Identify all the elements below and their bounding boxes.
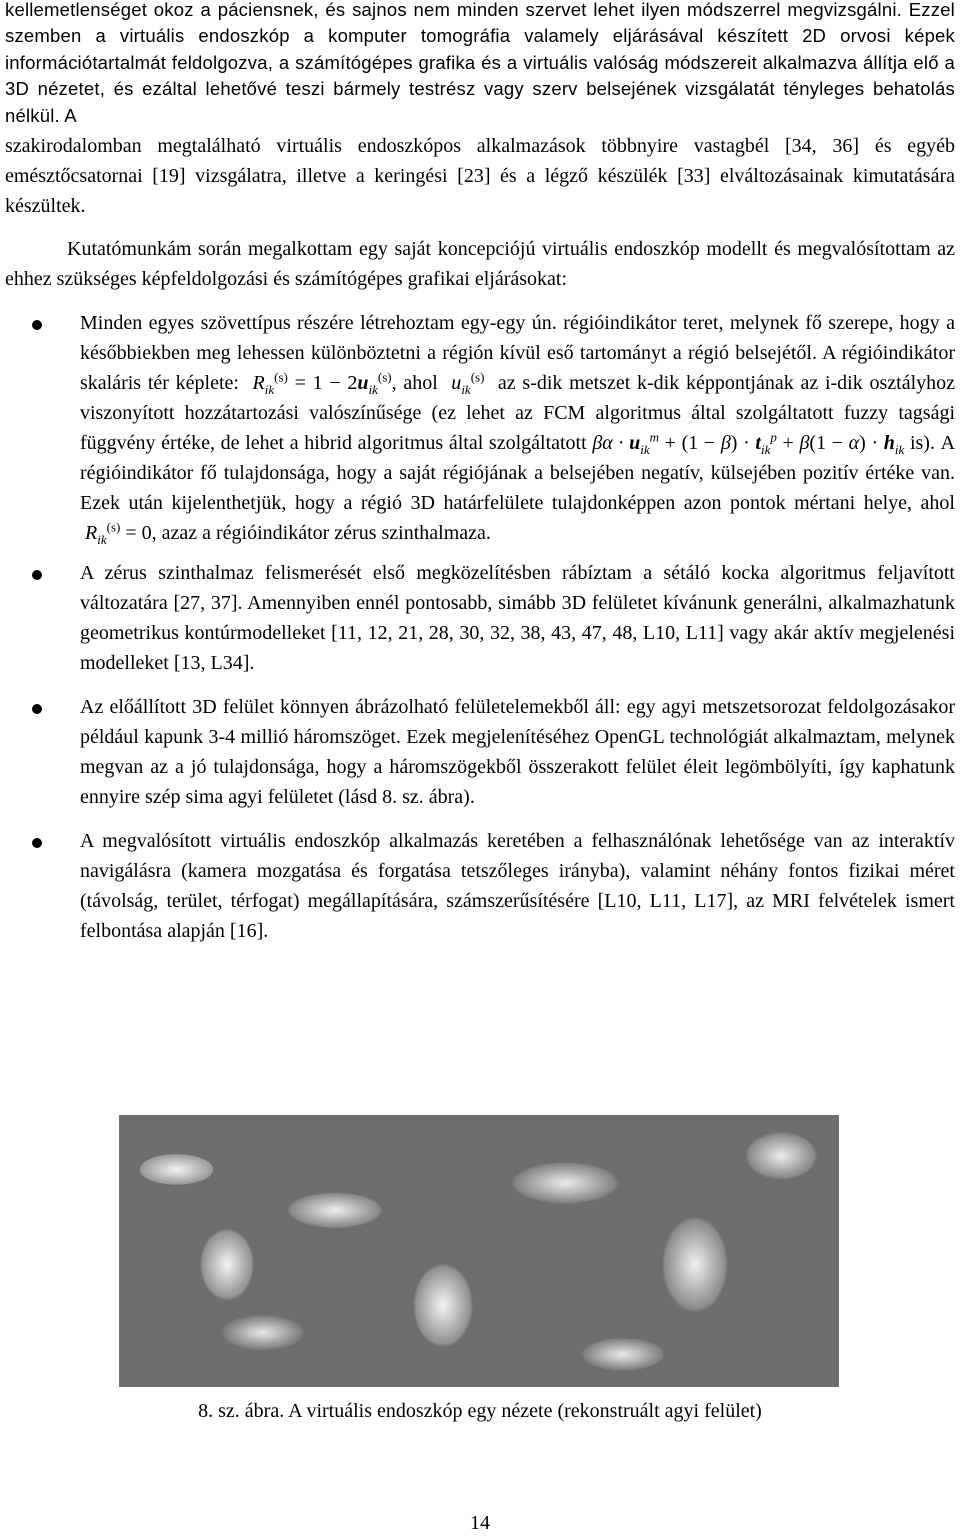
bullet4-text: A megvalósított virtuális endoszkóp alkalmazás keretében a felhasználónak lehetősége van az interaktív navigálásra (kamera mozgatása és forgatása tetszőleges irányba), valamint néhány fontos fizikai méret (távolság, terület, térfogat) megállapítására, számszerűsítésére [L10, L11, L17], az MRI felvételek ismert felbontása alapján [16]. [80, 830, 955, 943]
zero-level-formula: $R_{ik}^{(s)} = 0$ [80, 519, 152, 548]
membership-symbol: $u_{ik}^{(s)}$ [444, 369, 485, 398]
list-item [5, 558, 955, 678]
bullet-icon [32, 838, 42, 848]
bullet1-part2: ahol [403, 372, 438, 395]
paragraph-literature: szakirodalomban megtalálható virtuális endoszkópos alkalmazások többnyire vastagbél [34, 36] és egyéb emésztőcsatornai [19] vizsgálatra, illetve a keringési [23] és a légző készülék [33] elváltozásainak kimutatására készültek. [5, 135, 955, 218]
page-number: 14 [470, 1512, 490, 1534]
bullet2-text: A zérus szinthalmaz felismerését első megközelítésben rábíztam a sétáló kocka algoritmus feljavított változatára [27, 37]. Amennyiben ennél pontosabb, simább 3D felületet kívánunk generálni, alkalmazhatunk geometrikus kontúrmodelleket [11, 12, 21, 28, 30, 32, 38, 43, 47, 48, L10, L11] vagy akár aktív megjelenési modelleket [13, L34]. [80, 562, 955, 675]
bullet1-part4: is). A régióindikátor fő tulajdonsága, hogy a saját régiójának a belsejében negatív, külsejében pozitív értéke van. Ezek után kijelenthetjük, hogy a régió 3D határfelülete tulajdonképpen azon pontok mértani helye, ahol [80, 432, 956, 515]
paragraph-intro: kellemetlenséget okoz a páciensnek, és sajnos nem minden szervet lehet ilyen módszerrel megvizsgálni. Ezzel szemben a virtuális endoszkóp a komputer tomográfia valamely eljárásával készített 2D orvosi képek információtartalmát feldolgozva, a számítógépes grafika és a virtuális valóság módszereit alkalmazva állítja elő a 3D nézetet, és ezáltal lehetővé teszi bármely testrész vagy szerv belsejének vizsgálatát tényleges behatolás nélkül. A [5, 0, 955, 126]
research-block [5, 234, 955, 294]
contribution-list [5, 308, 955, 946]
page-body [5, 0, 955, 946]
list-item [5, 692, 955, 812]
literature-block [5, 131, 955, 221]
bullet-icon [32, 704, 42, 714]
bullet1-part1: Minden egyes szövettípus részére létrehoztam egy-egy ún. régióindikátor teret, melynek fő szerepe, hogy a későbbiekben meg lehessen különböztetni a régión kívül eső tartományt a régió belsejétől. A régióindikátor skaláris tér képlete: [80, 312, 955, 395]
intro-block [5, 0, 955, 129]
bullet1-part3: az s-dik metszet k-dik képpontjának az i-dik osztályhoz viszonyított hozzátartozási valószínűsége (ez lehet az FCM algoritmus által szolgáltatott fuzzy tagsági függvény értéke, de lehet a hibrid algoritmus által szolgáltatott [80, 372, 956, 455]
bullet3-text: Az előállított 3D felület könnyen ábrázolható felületelemekből áll: egy agyi metszetsorozat feldolgozásakor például kapunk 3-4 millió háromszöget. Ezek megjelenítéséhez OpenGL technológiát alkalmaztam, melynek megvan az a jó tulajdonsága, hogy a háromszögekből összerakott felület éleit legömbölyíti, így kaphatunk ennyire szép sima agyi felületet (lásd 8. sz. ábra). [80, 696, 955, 809]
list-item: Minden egyes szövettípus részére létrehoztam egy-egy ún. régióindikátor teret, melynek fő szerepe, hogy a későbbiekben meg lehessen különböztetni a régión kívül eső tartományt a régió belsejétől. A régióindikátor skaláris tér képlete: $R_{ik}^{(s)} = 1 - 2u_{ik}^{(s)}$, ahol $u_{ik}^{(s)}$ az s-dik metszet k-dik képpontjának az i-dik osztályhoz viszonyított hozzátartozási valószínűsége (ez lehet az FCM algoritmus által szolgáltatott fuzzy tagsági függvény értéke, de lehet a hibrid algoritmus által szolgáltatott $\beta\alpha \cdot u_{ik}^m + (1 - \beta) \cdot t_{ik}^p + \beta(1 - \alpha) \cdot h_{ik}$ is). A régióindikátor fő tulajdonsága, hogy a saját régiójának a belsejében negatív, külsejében pozitív értéke van. Ezek után kijelenthetjük, hogy a régió 3D határfelülete tulajdonképpen azon pontok mértani helye, ahol $R_{ik}^{(s)} = 0$, azaz a régióindikátor zérus szinthalmaza. [5, 308, 955, 548]
paragraph-research: Kutatómunkám során megalkottam egy saját koncepciójú virtuális endoszkóp modellt és megvalósítottam az ehhez szükséges képfeldolgozási és számítógépes grafikai eljárásokat: [5, 238, 955, 291]
list-item [5, 826, 955, 946]
bullet1-part5: , azaz a régióindikátor zérus szinthalmaza. [151, 522, 491, 545]
region-indicator-formula: $R_{ik}^{(s)} = 1 - 2u_{ik}^{(s)}$ [245, 369, 392, 398]
brain-surface-figure [119, 1115, 839, 1387]
figure-caption: 8. sz. ábra. A virtuális endoszkóp egy nézete (rekonstruált agyi felület) [198, 1400, 762, 1422]
hybrid-formula: $\beta\alpha \cdot u_{ik}^m + (1 - \beta) \cdot t_{ik}^p + \beta(1 - \alpha) \cdot h_{ik}$ [592, 429, 905, 458]
bullet-icon [32, 570, 42, 580]
bullet-icon [32, 320, 42, 330]
